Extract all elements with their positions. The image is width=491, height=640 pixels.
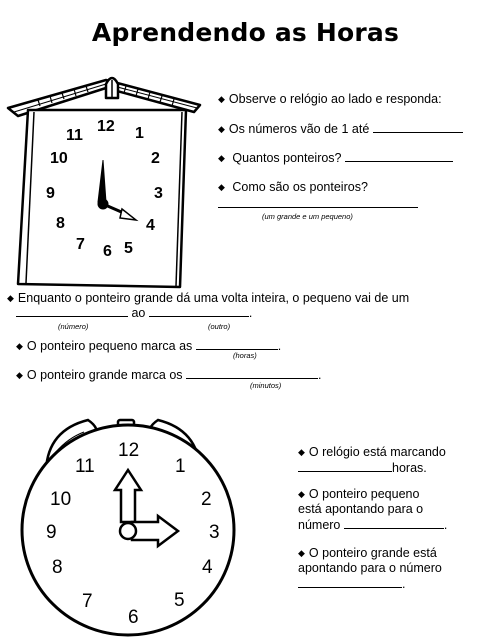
clock-number: 1 <box>135 125 144 142</box>
clock-number: 8 <box>52 557 63 578</box>
hint-text: (minutos) <box>250 381 282 390</box>
answer-blank[interactable] <box>196 338 278 350</box>
bullet-icon: ◆ <box>218 94 225 104</box>
answer-blank[interactable] <box>373 121 463 133</box>
answer-blank[interactable] <box>149 305 249 317</box>
bullet-icon: ◆ <box>16 370 23 380</box>
question-big-hand-number: ◆ O ponteiro grande está <box>298 546 437 560</box>
question-clock-time: ◆ O relógio está marcando <box>298 445 446 459</box>
question-full-turn-blanks: ao . <box>16 305 252 321</box>
hint-text: (um grande e um pequeno) <box>262 212 353 221</box>
question-numbers-range: ◆ Os números vão de 1 até <box>218 121 463 138</box>
answer-blank[interactable] <box>218 196 418 208</box>
clock-number: 2 <box>201 489 212 510</box>
question-small-hand-number-line2: está apontando para o <box>298 502 424 516</box>
bullet-icon: ◆ <box>218 124 225 134</box>
clock-number: 6 <box>128 607 139 628</box>
answer-blank[interactable] <box>344 517 444 529</box>
question-big-hand-number-line3: . <box>298 576 405 592</box>
clock-number: 11 <box>66 127 83 144</box>
clock-number: 9 <box>46 522 57 543</box>
bullet-icon: ◆ <box>16 341 23 351</box>
clock-number: 12 <box>97 118 115 135</box>
question-small-hand: ◆ O ponteiro pequeno marca as . <box>16 339 282 353</box>
bullet-icon: ◆ <box>218 153 225 163</box>
question-big-hand-number-line2: apontando para o número <box>298 561 442 575</box>
question-big-hand: ◆ O ponteiro grande marca os . <box>16 368 322 382</box>
bullet-icon: ◆ <box>7 293 14 303</box>
question-clock-time-blank: horas. <box>298 460 427 476</box>
clock-number: 7 <box>76 236 85 253</box>
clock-number: 4 <box>146 217 155 234</box>
bullet-icon: ◆ <box>298 548 305 558</box>
hint-text: (outro) <box>208 322 231 331</box>
clock-number: 3 <box>209 522 220 543</box>
answer-blank[interactable] <box>345 150 453 162</box>
clock-number: 11 <box>75 456 95 477</box>
hint-text: (horas) <box>233 351 257 360</box>
clock-number: 5 <box>174 590 185 611</box>
answer-blank[interactable] <box>16 305 128 317</box>
question-how-many-hands: ◆ Quantos ponteiros? <box>218 150 453 167</box>
clock-number: 7 <box>82 591 93 612</box>
clock-number: 12 <box>118 440 140 461</box>
clock-number: 9 <box>46 185 55 202</box>
hint-text: (número) <box>58 322 89 331</box>
question-full-turn: ◆ Enquanto o ponteiro grande dá uma volta inteira, o pequeno vai de um <box>7 291 410 305</box>
question-hand-types: ◆ Como são os ponteiros? <box>218 180 368 194</box>
answer-blank[interactable] <box>298 460 392 472</box>
question-observe: ◆ Observe o relógio ao lado e responda: <box>218 92 442 106</box>
question-small-hand-number-line3: número . <box>298 518 448 532</box>
answer-blank[interactable] <box>298 576 402 588</box>
bullet-icon: ◆ <box>298 489 305 499</box>
clock-number: 1 <box>175 456 186 477</box>
clock-number: 10 <box>50 489 72 510</box>
clock-number: 4 <box>202 557 213 578</box>
question-small-hand-number: ◆ O ponteiro pequeno <box>298 487 420 501</box>
page-title: Aprendendo as Horas <box>91 18 400 47</box>
bullet-icon: ◆ <box>298 447 305 457</box>
clock-number: 6 <box>103 243 112 260</box>
answer-blank[interactable] <box>186 367 318 379</box>
clock-number: 2 <box>151 150 160 167</box>
clock-number: 3 <box>154 185 163 202</box>
clock-number: 8 <box>56 215 65 232</box>
clock-number: 5 <box>124 240 133 257</box>
clock-number: 10 <box>50 150 68 167</box>
bullet-icon: ◆ <box>218 182 225 192</box>
